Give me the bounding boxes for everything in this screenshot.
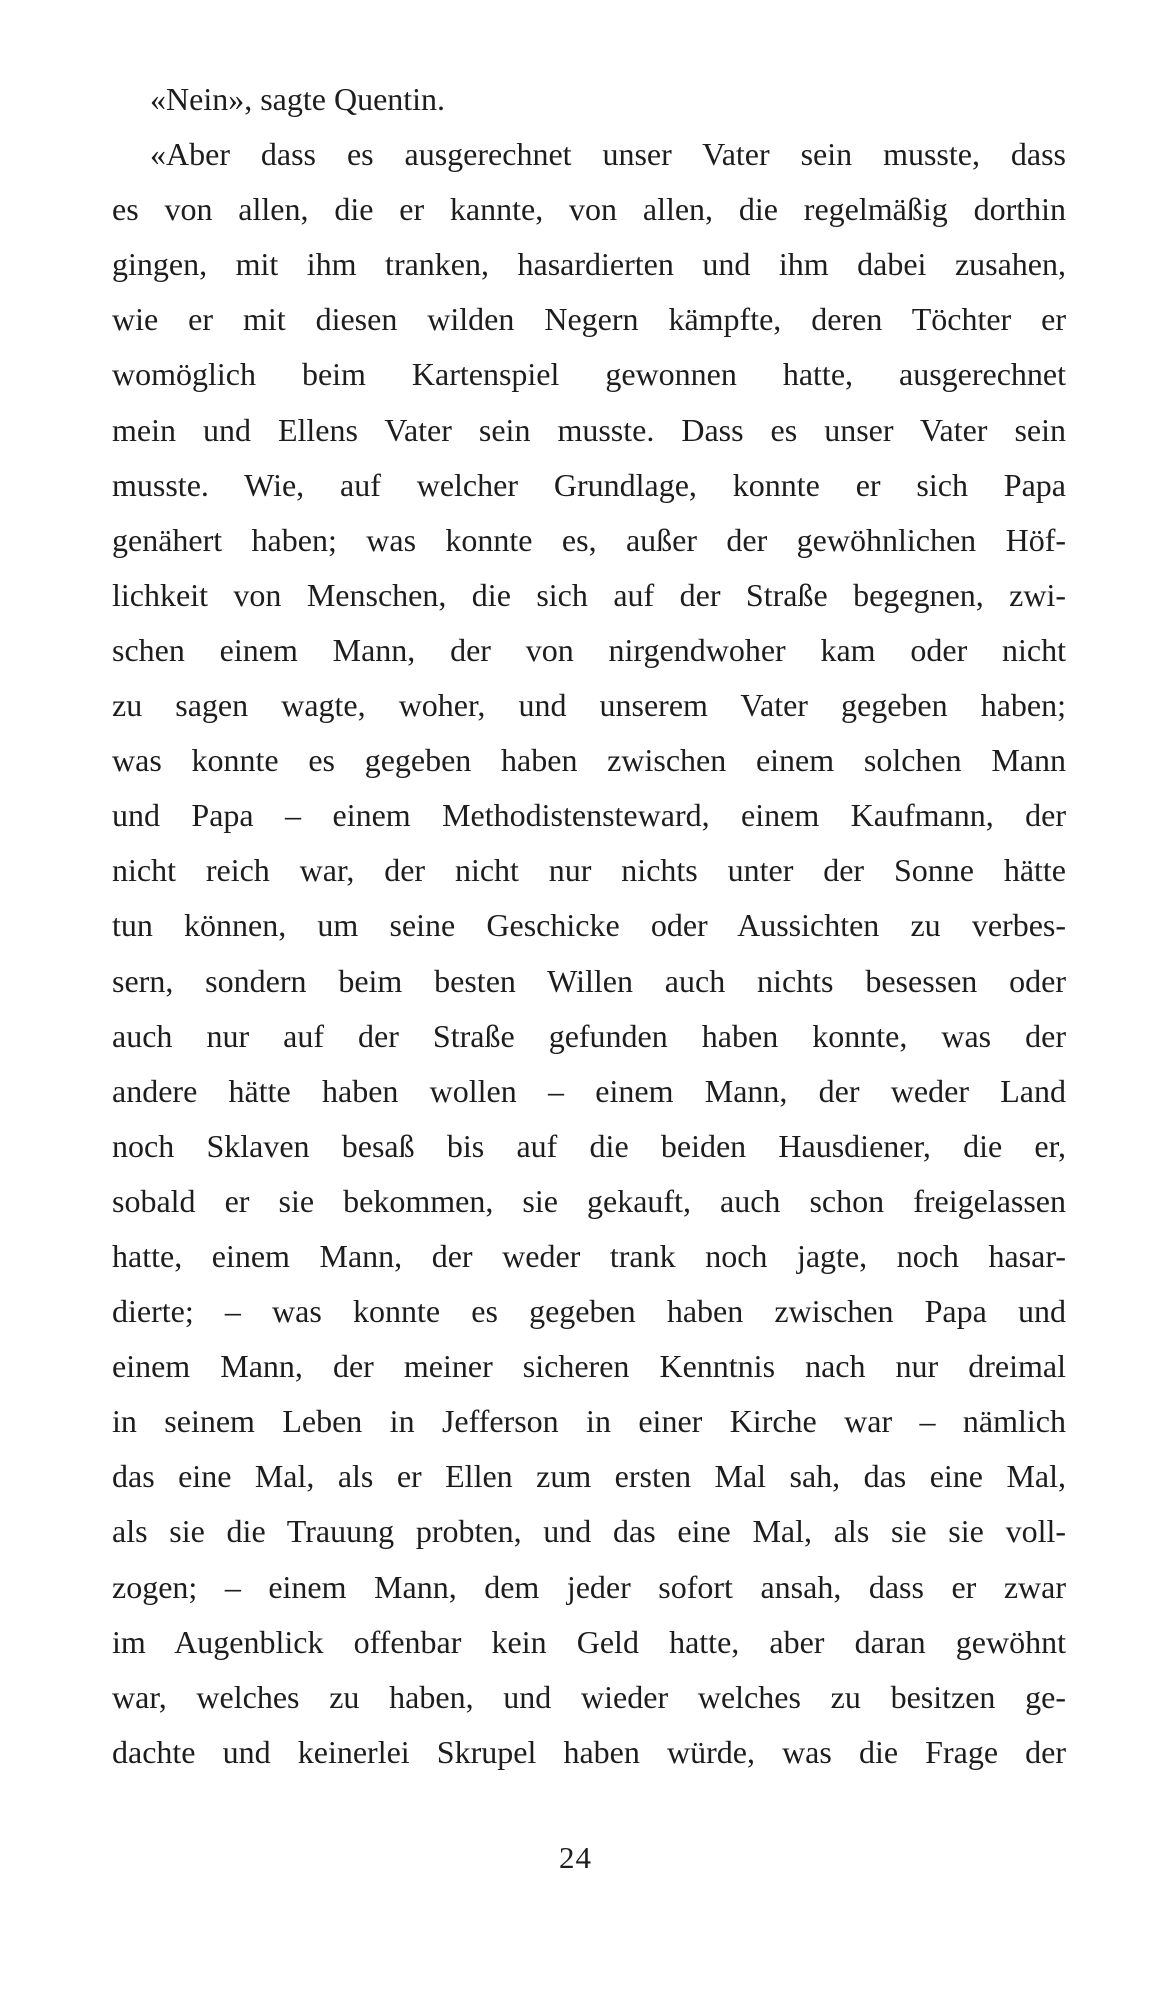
text-line: war, welches zu haben, und wieder welches zu besitzen ge- <box>112 1678 1066 1715</box>
text-line: dachte und keinerlei Skrupel haben würde, was die Frage der <box>112 1733 1066 1770</box>
text-line: musste. Wie, auf welcher Grundlage, konnte er sich Papa <box>112 466 1066 503</box>
text-line: sobald er sie bekommen, sie gekauft, auch schon freigelassen <box>112 1182 1066 1219</box>
text-line: im Augenblick offenbar kein Geld hatte, aber daran gewöhnt <box>112 1623 1066 1660</box>
text-line: gingen, mit ihm tranken, hasardierten und ihm dabei zusahen, <box>112 246 1066 283</box>
text-line: wie er mit diesen wilden Negern kämpfte, deren Töchter er <box>112 301 1066 338</box>
page-number: 24 <box>559 1840 592 1875</box>
text-line: nicht reich war, der nicht nur nichts unter der Sonne hätte <box>112 852 1066 889</box>
text-line: in seinem Leben in Jefferson in einer Kirche war – nämlich <box>112 1403 1066 1440</box>
text-line: womöglich beim Kartenspiel gewonnen hatte, ausgerechnet <box>112 356 1066 393</box>
text-line: genähert haben; was konnte es, außer der gewöhnlichen Höf- <box>112 521 1066 558</box>
text-line: zu sagen wagte, woher, und unserem Vater gegeben haben; <box>112 687 1066 724</box>
text-line: tun können, um seine Geschicke oder Aussichten zu verbes- <box>112 907 1066 944</box>
text-line: sern, sondern beim besten Willen auch nichts besessen oder <box>112 962 1066 999</box>
text-line: auch nur auf der Straße gefunden haben konnte, was der <box>112 1017 1066 1054</box>
text-line: noch Sklaven besaß bis auf die beiden Hausdiener, die er, <box>112 1127 1066 1164</box>
text-line: dierte; – was konnte es gegeben haben zwischen Papa und <box>112 1293 1066 1330</box>
text-line: mein und Ellens Vater sein musste. Dass es unser Vater sein <box>112 411 1066 448</box>
text-line: als sie die Trauung probten, und das eine Mal, als sie sie voll- <box>112 1513 1066 1550</box>
text-line: das eine Mal, als er Ellen zum ersten Mal sah, das eine Mal, <box>112 1458 1066 1495</box>
text-line: andere hätte haben wollen – einem Mann, der weder Land <box>112 1072 1066 1109</box>
text-line: zogen; – einem Mann, dem jeder sofort ansah, dass er zwar <box>112 1568 1066 1605</box>
text-line: «Nein», sagte Quentin. <box>150 81 446 117</box>
text-line: «Aber dass es ausgerechnet unser Vater sein musste, dass <box>150 136 1066 173</box>
body-text <box>112 72 1066 1780</box>
text-line: lichkeit von Menschen, die sich auf der Straße begegnen, zwi- <box>112 576 1066 613</box>
text-line: es von allen, die er kannte, von allen, die regelmäßig dorthin <box>112 191 1066 228</box>
text-line: schen einem Mann, der von nirgendwoher kam oder nicht <box>112 631 1066 668</box>
text-line: hatte, einem Mann, der weder trank noch jagte, noch hasar- <box>112 1237 1066 1274</box>
text-line: einem Mann, der meiner sicheren Kenntnis nach nur dreimal <box>112 1348 1066 1385</box>
text-line: was konnte es gegeben haben zwischen einem solchen Mann <box>112 742 1066 779</box>
text-line: und Papa – einem Methodistensteward, einem Kaufmann, der <box>112 797 1066 834</box>
